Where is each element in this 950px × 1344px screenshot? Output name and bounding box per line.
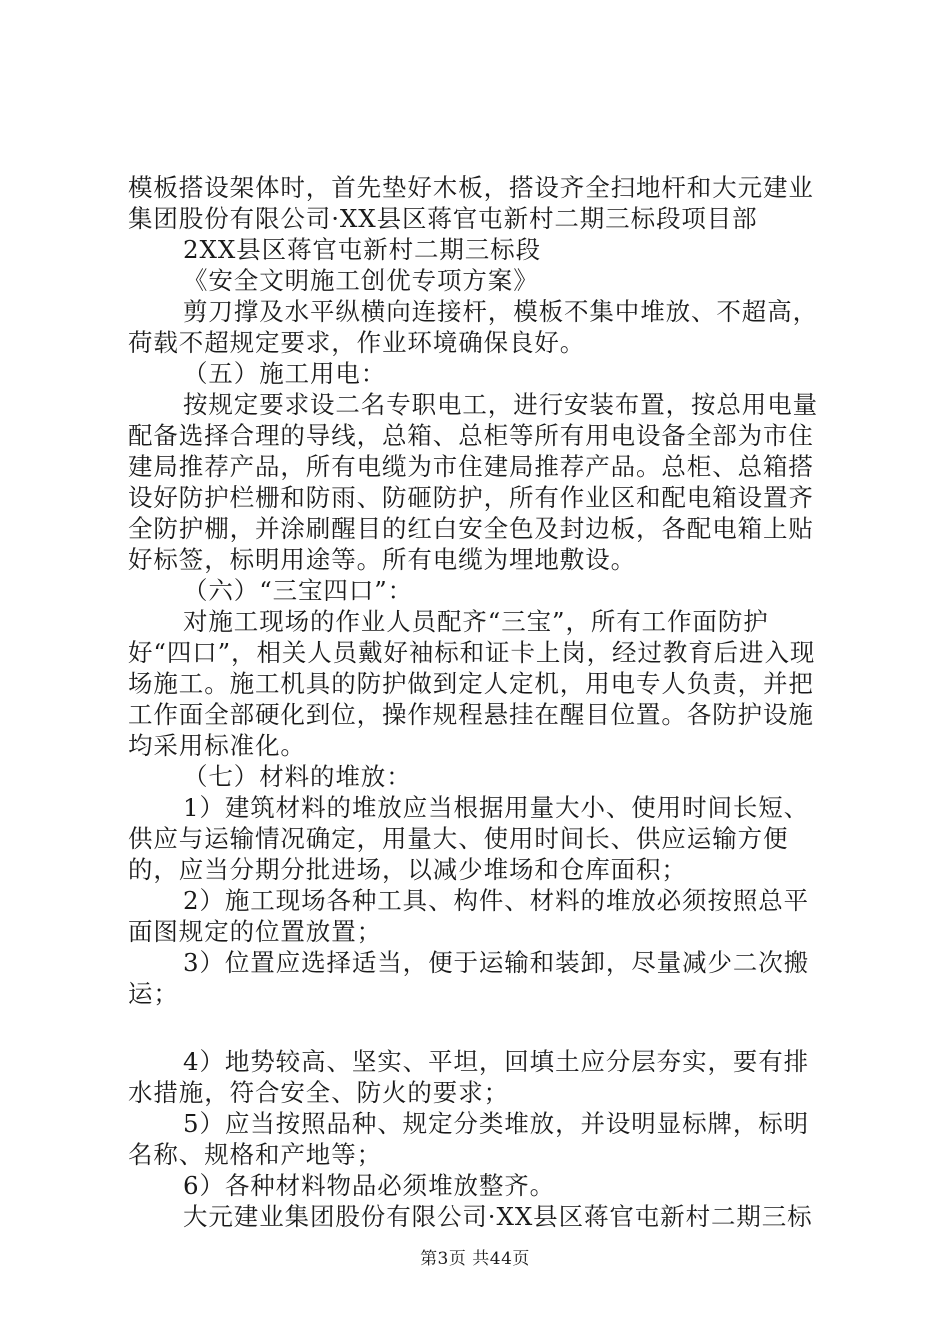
section-heading-7: （七）材料的堆放：: [183, 762, 412, 791]
list-item-1: 1）建筑材料的堆放应当根据用量大小、使用时间长短、供应与运输情况确定，用量大、使用时间长、供应运输方便的，应当分期分批进场，以减少堆场和仓库面积；: [128, 793, 810, 884]
list-item-6: 6）各种材料物品必须堆放整齐。: [183, 1171, 556, 1200]
list-item-3: 3）位置应选择适当，便于运输和装卸，尽量减少二次搬运；: [128, 948, 810, 1008]
paragraph-company: 大元建业集团股份有限公司·XX县区蒋官屯新村二期三标: [183, 1202, 813, 1231]
paragraph-2: 《安全文明施工创优专项方案》: [183, 266, 539, 295]
section-heading-6: （六）“三宝四口”：: [183, 576, 414, 605]
list-item-5: 5）应当按照品种、规定分类堆放，并设明显标牌，标明名称、规格和产地等；: [128, 1109, 810, 1169]
paragraph-5: 按规定要求设二名专职电工，进行安装布置，按总用电量配备选择合理的导线，总箱、总柜等所有用电设备全部为市住建局推荐产品，所有电缆为市住建局推荐产品。总柜、总箱搭设好防护栏栅和防雨、防砸防护，所有作业区和配电箱设置齐全防护棚，并涂刷醒目的红白安全色及封边板，各配电箱上贴好标签，标明用途等。所有电缆为埋地敷设。: [128, 390, 818, 574]
blank-line: [128, 1009, 828, 1046]
paragraph-1: 2XX县区蒋官屯新村二期三标段: [183, 235, 541, 264]
paragraph-7: 对施工现场的作业人员配齐“三宝”，所有工作面防护好“四口”，相关人员戴好袖标和证卡上岗，经过教育后进入现场施工。施工机具的防护做到定人定机，用电专人负责，并把工作面全部硬化到位，操作规程悬挂在醒目位置。各防护设施均采用标准化。: [128, 607, 816, 760]
list-item-2: 2）施工现场各种工具、构件、材料的堆放必须按照总平面图规定的位置放置；: [128, 886, 810, 946]
document-body: [128, 172, 828, 1232]
page-footer: 第3页 共44页: [420, 1249, 530, 1269]
paragraph-0: 模板搭设架体时，首先垫好木板，搭设齐全扫地杆和大元建业集团股份有限公司·XX县区蒋官屯新村二期三标段项目部: [128, 173, 814, 233]
paragraph-3: 剪刀撑及水平纵横向连接杆，模板不集中堆放、不超高，荷载不超规定要求，作业环境确保良好。: [128, 297, 818, 357]
list-item-4: 4）地势较高、坚实、平坦，回填土应分层夯实，要有排水措施，符合安全、防火的要求；: [128, 1047, 810, 1107]
section-heading-5: （五）施工用电：: [183, 359, 387, 388]
